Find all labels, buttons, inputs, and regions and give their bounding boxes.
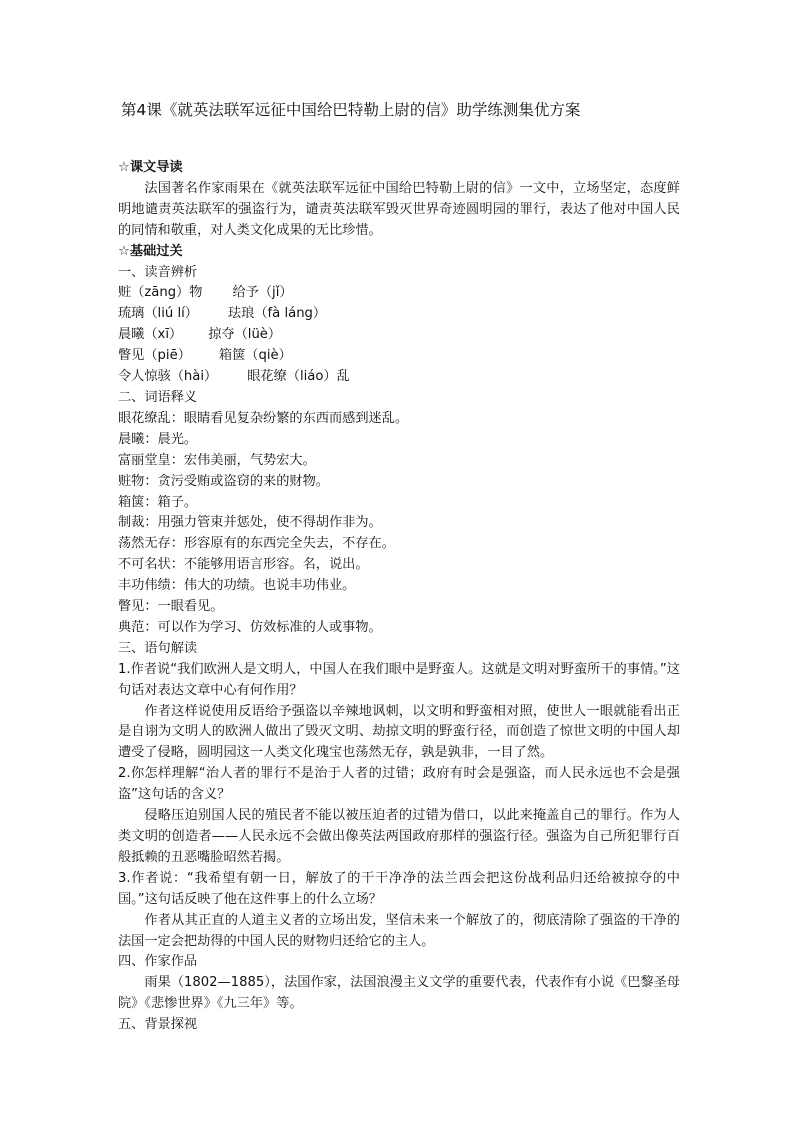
sentence-answer: 作者这样说使用反语给予强盗以辛辣地讽刺，以文明和野蛮相对照，使世人一眼就能看出正是自诩为文明人的欧洲人做出了毁灭文明、劫掠文明的野蛮行径，而创造了惊世文明的中国人却遭受了侵略，圆明园这一人类文化瑰宝也荡然无存，孰是孰非，一目了然。 <box>118 703 680 761</box>
intro-heading: ☆课文导读 <box>118 160 183 175</box>
author-heading: 四、作家作品 <box>118 954 198 970</box>
pronunciation-row <box>118 367 680 388</box>
vocabulary-list <box>118 409 680 639</box>
vocabulary-item: 丰功伟绩：伟大的功绩。也说丰功伟业。 <box>118 578 356 594</box>
sentence-answer: 侵略压迫别国人民的殖民者不能以被压迫者的过错为借口，以此来掩盖自己的罪行。作为人类文明的创造者——人民永远不会做出像英法两国政府那样的强盗行径。强盗为自己所犯罪行百般抵赖的丑恶嘴脸昭然若揭。 <box>118 808 680 865</box>
pronunciation-row <box>118 346 680 367</box>
pronunciation-term: 给予（jǐ） <box>232 285 293 301</box>
pronunciation-row <box>118 283 680 304</box>
basics-heading: ☆基础过关 <box>118 243 183 259</box>
vocabulary-heading: 二、词语释义 <box>118 389 198 405</box>
pronunciation-list <box>118 283 680 388</box>
pronunciation-term: 眼花缭（liáo）乱 <box>247 369 350 385</box>
author-text: 雨果（1802—1885），法国作家，法国浪漫主义文学的重要代表，代表作有小说《巴黎圣母院》《悲惨世界》《九三年》等。 <box>118 975 680 1012</box>
vocabulary-item: 瞥见：一眼看见。 <box>118 599 224 615</box>
pronunciation-term: 晨曦（xī） <box>118 327 183 343</box>
vocabulary-item: 不可名状：不能够用语言形容。名，说出。 <box>118 557 369 573</box>
vocabulary-item: 制裁：用强力管束并惩处，使不得胡作非为。 <box>118 515 382 531</box>
intro-text: 法国著名作家雨果在《就英法联军远征中国给巴特勒上尉的信》一文中，立场坚定，态度鲜明地谴责英法联军的强盗行为，谴责英法联军毁灭世界奇迹圆明园的罪行，表达了他对中国人民的同情和敬重，对人类文化成果的无比珍惜。 <box>118 180 680 238</box>
pronunciation-heading: 一、读音辨析 <box>118 264 198 280</box>
sentence-item <box>118 660 680 765</box>
document-page <box>118 100 680 1036</box>
sentence-answer: 作者从其正直的人道主义者的立场出发，坚信未来一个解放了的，彻底清除了强盗的干净的法国一定会把劫得的中国人民的财物归还给它的主人。 <box>118 912 680 949</box>
vocabulary-item: 荡然无存：形容原有的东西完全失去，不存在。 <box>118 536 395 552</box>
sentence-item <box>118 764 680 869</box>
pronunciation-term: 赃（zāng）物 <box>118 285 203 301</box>
pronunciation-row <box>118 304 680 325</box>
vocabulary-item: 赃物：贪污受贿或盗窃的来的财物。 <box>118 473 329 489</box>
sentence-item <box>118 869 680 953</box>
pronunciation-term: 令人惊骇（hài） <box>118 369 218 385</box>
background-heading: 五、背景探视 <box>118 1017 198 1033</box>
pronunciation-row <box>118 325 680 346</box>
pronunciation-term: 琉璃（liú lí） <box>118 306 198 322</box>
vocabulary-item: 箱箧：箱子。 <box>118 494 198 510</box>
page-title: 第4课《就英法联军远征中国给巴特勒上尉的信》助学练测集优方案 <box>121 101 581 119</box>
sentences-heading: 三、语句解读 <box>118 640 198 656</box>
sentence-question: 2.你怎样理解“治人者的罪行不是治于人者的过错；政府有时会是强盗，而人民永远也不会是强盗”这句话的含义？ <box>118 766 680 803</box>
vocabulary-item: 富丽堂皇：宏伟美丽，气势宏大。 <box>118 452 316 468</box>
pronunciation-term: 珐琅（fà láng） <box>227 306 327 322</box>
sentence-question: 3.作者说：“我希望有朝一日，解放了的干干净净的法兰西会把这份战利品归还给被掠夺的中国。”这句话反映了他在这件事上的什么立场？ <box>118 870 680 907</box>
vocabulary-item: 典范：可以作为学习、仿效标准的人或事物。 <box>118 619 382 635</box>
vocabulary-item: 晨曦：晨光。 <box>118 431 198 447</box>
vocabulary-item: 眼花缭乱：眼睛看见复杂纷繁的东西而感到迷乱。 <box>118 410 409 426</box>
pronunciation-term: 瞥见（piē） <box>118 348 191 364</box>
pronunciation-term: 掠夺（lüè） <box>208 327 282 343</box>
sentence-question: 1.作者说“我们欧洲人是文明人，中国人在我们眼中是野蛮人。这就是文明对野蛮所干的事情。”这句话对表达文章中心有何作用？ <box>118 661 680 698</box>
pronunciation-term: 箱箧（qiè） <box>218 348 292 364</box>
